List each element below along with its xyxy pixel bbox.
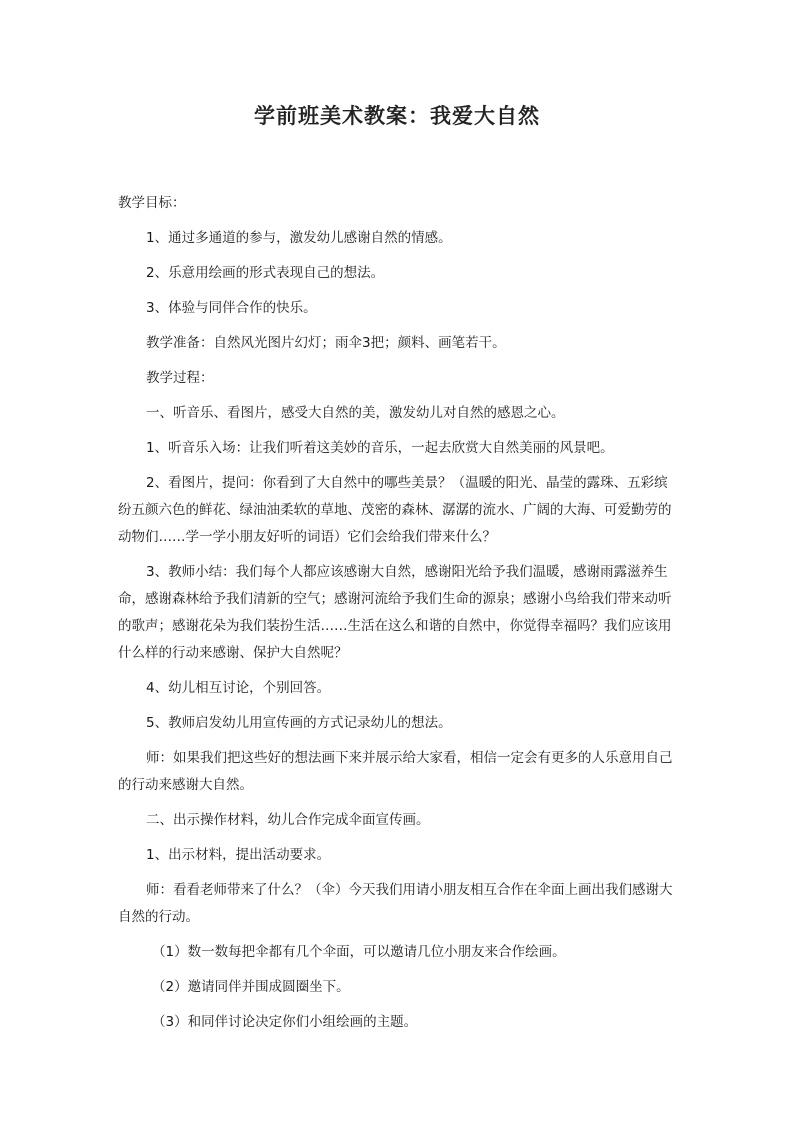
paragraph: 师：如果我们把这些好的想法画下来并展示给大家看，相信一定会有更多的人乐意用自己的行动来感谢大自然。 xyxy=(118,750,673,793)
paragraph: 教学过程： xyxy=(146,370,214,386)
paragraph: 1、通过多通道的参与，激发幼儿感谢自然的情感。 xyxy=(146,230,452,246)
paragraph: 3、教师小结：我们每个人都应该感谢大自然，感谢阳光给予我们温暖，感谢雨露滋养生命，感谢森林给予我们清新的空气；感谢河流给予我们生命的源泉；感谢小鸟给我们带来动听的歌声；感谢花朵为我们装扮生活……生活在这么和谐的自然中，你觉得幸福吗？我们应该用什么样的行动来感谢、保护大自然呢？ xyxy=(118,564,672,661)
document-body xyxy=(118,190,680,1044)
paragraph: 4、幼儿相互讨论，个别回答。 xyxy=(146,680,331,696)
paragraph: 2、看图片，提问：你看到了大自然中的哪些美景？（温暖的阳光、晶莹的露珠、五彩缤纷五颜六色的鲜花、绿油油柔软的草地、茂密的森林、潺潺的流水、广阔的大海、可爱勤劳的动物们……学一学小朋友好听的词语）它们会给我们带来什么？ xyxy=(118,475,672,545)
paragraph: 师：看看老师带来了什么？（伞）今天我们用请小朋友相互合作在伞面上画出我们感谢大自然的行动。 xyxy=(118,882,673,925)
paragraph: 1、听音乐入场：让我们听着这美妙的音乐，一起去欣赏大自然美丽的风景吧。 xyxy=(146,440,614,456)
paragraph: 一、听音乐、看图片，感受大自然的美，激发幼儿对自然的感恩之心。 xyxy=(146,405,565,421)
paragraph: （3）和同伴讨论决定你们小组绘画的主题。 xyxy=(152,1014,418,1030)
paragraph: 教学目标： xyxy=(118,195,186,211)
paragraph: （2）邀请同伴并围成圆圈坐下。 xyxy=(152,979,350,995)
paragraph: 2、乐意用绘画的形式表现自己的想法。 xyxy=(146,265,385,281)
paragraph: 3、体验与同伴合作的快乐。 xyxy=(146,300,317,316)
document-title: 学前班美术教案：我爱大自然 xyxy=(254,103,540,128)
paragraph: 5、教师启发幼儿用宣传画的方式记录幼儿的想法。 xyxy=(146,715,452,731)
paragraph: （1）数一数每把伞都有几个伞面，可以邀请几位小朋友来合作绘画。 xyxy=(152,944,566,960)
paragraph: 1、出示材料，提出活动要求。 xyxy=(146,847,331,863)
paragraph: 教学准备：自然风光图片幻灯；雨伞3把；颜料、画笔若干。 xyxy=(146,335,506,351)
paragraph: 二、出示操作材料，幼儿合作完成伞面宣传画。 xyxy=(146,812,430,828)
